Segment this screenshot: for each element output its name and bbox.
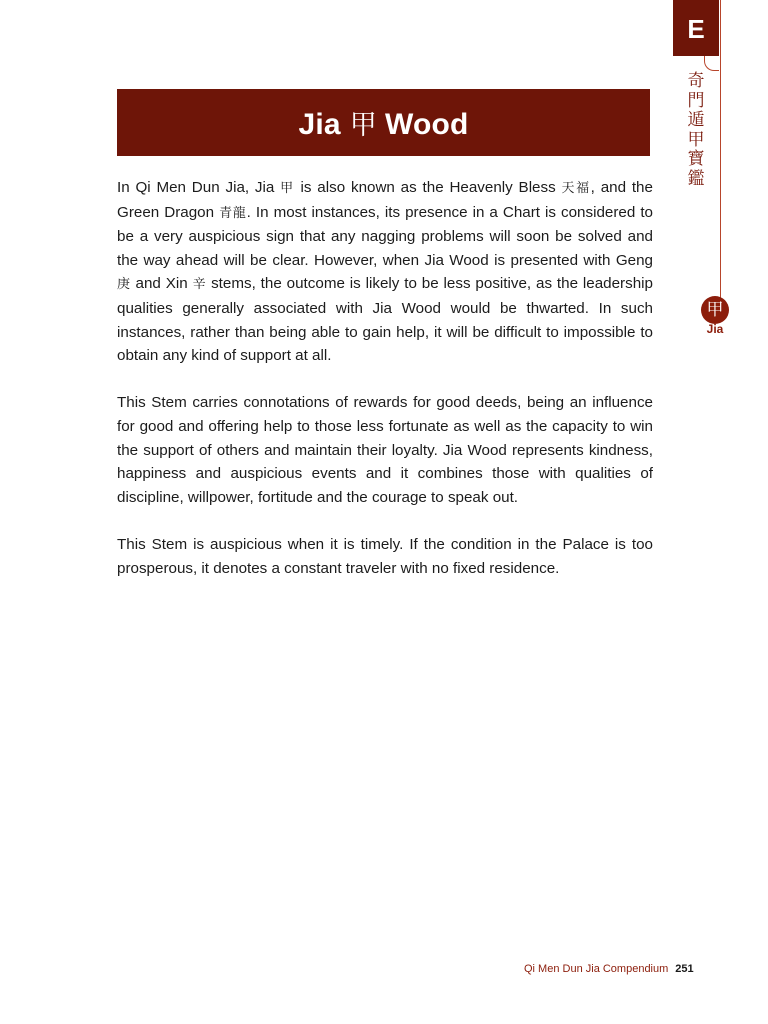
page-footer <box>524 963 694 975</box>
book-title-vertical: 奇 門 遁 甲 寶 鑑 <box>687 71 705 189</box>
hanzi-run: 庚 <box>117 277 131 293</box>
title-suffix: Wood <box>384 108 469 141</box>
body-text <box>117 176 653 604</box>
page-title <box>298 103 468 142</box>
text-run: . In most instances, its presence in a Chart is considered to be a very auspicious sign that any nagging problems will soon be solved and the way ahead will be clear. However, when Jia Wood is presented with Geng <box>117 203 653 269</box>
hanzi-run: 辛 <box>192 277 207 293</box>
scroll-ornament-icon <box>704 56 719 71</box>
text-run: and Xin <box>130 275 193 293</box>
paragraph-3: This Stem is auspicious when it is timely. If the condition in the Palace is too prosperous, it denotes a constant traveler with no fixed residence. <box>117 535 653 577</box>
paragraph-1 <box>117 176 653 368</box>
footer-book-name: Qi Men Dun Jia Compendium <box>524 963 669 975</box>
text-run: is also known as the Heavenly Bless <box>294 179 562 196</box>
hanzi-run: 青龍 <box>219 205 247 221</box>
hanzi-run: 甲 <box>280 181 295 196</box>
stem-jia-label: Jia <box>706 322 724 336</box>
title-prefix: Jia <box>298 108 341 141</box>
stem-jia-badge[interactable]: 甲 <box>701 296 729 324</box>
side-divider-line <box>720 0 721 300</box>
title-hanzi: 甲 <box>349 110 377 141</box>
text-run: In Qi Men Dun Jia, Jia <box>117 179 281 196</box>
page-number: 251 <box>675 963 694 975</box>
text-run: , and the Green Dragon <box>117 179 653 221</box>
hanzi-run: 天福 <box>561 181 591 196</box>
paragraph-2: This Stem carries connotations of rewards for good deeds, being an influence for good and offering help to those less fortunate as well as the capacity to win the support of others and maintain their loyalty. Jia Wood represents kindness, happiness and auspicious events and it combines those with qualities of discipline, willpower, fortitude and the courage to speak out. <box>117 394 653 506</box>
section-tab-e[interactable]: E <box>673 0 719 56</box>
title-banner <box>117 89 650 156</box>
text-run: stems, the outcome is likely to be less positive, as the leadership qualities generally associated with Jia Wood would be thwarted. In such instances, rather than being able to gain help, it will be difficult to impossible to obtain any kind of support at all. <box>117 275 653 365</box>
